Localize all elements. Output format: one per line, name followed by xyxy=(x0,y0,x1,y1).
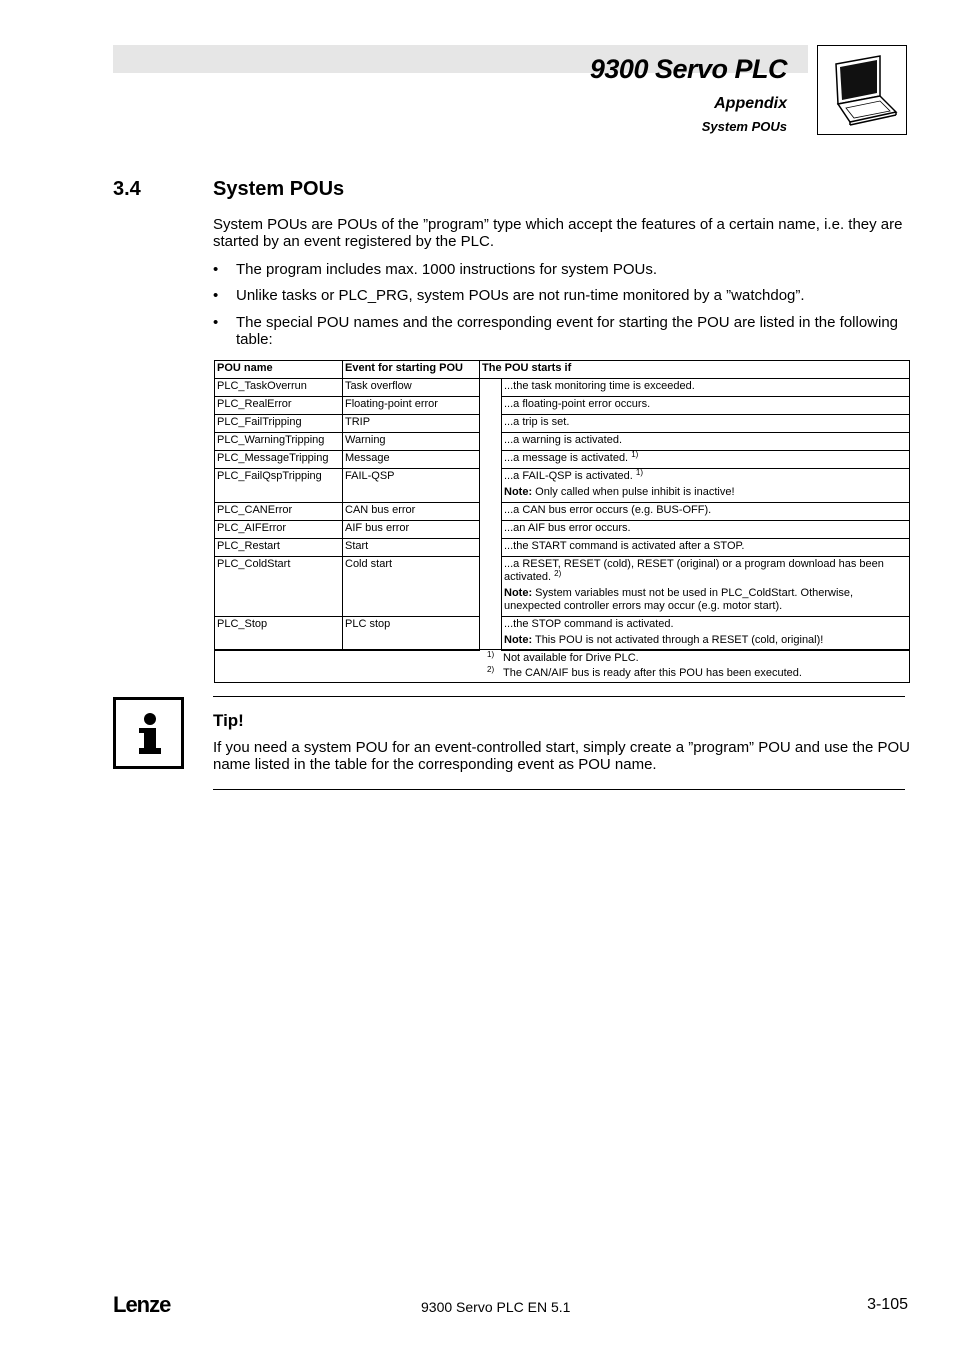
cell-starts-if xyxy=(502,379,910,397)
cell-event: CAN bus error xyxy=(343,503,480,521)
cell-pou-name: PLC_MessageTripping xyxy=(215,451,343,469)
manual-title: 9300 Servo PLC xyxy=(589,54,787,84)
cell-pou-name: PLC_TaskOverrun xyxy=(215,379,343,397)
note-text: Only called when pulse inhibit is inactive! xyxy=(535,486,735,498)
table-row xyxy=(215,433,910,451)
cell-starts-if xyxy=(502,451,910,469)
table-row xyxy=(215,557,910,617)
footnote-text: Not available for Drive PLC. xyxy=(503,652,639,664)
cell-event: Floating-point error xyxy=(343,397,480,415)
header-starts-if: The POU starts if xyxy=(480,361,910,379)
note-label: Note: xyxy=(504,486,533,498)
cell-event: Warning xyxy=(343,433,480,451)
cell-spacer xyxy=(480,451,502,469)
bullet-text: Unlike tasks or PLC_PRG, system POUs are not run-time monitored by a ”watchdog”. xyxy=(236,287,805,304)
cell-spacer xyxy=(480,617,502,651)
cell-spacer xyxy=(480,433,502,451)
note-text: System variables must not be used in PLC_ColdStart. Otherwise, unexpected controller errors may occur (e.g. motor start). xyxy=(504,587,854,612)
footnote: 1) Not available for Drive PLC. xyxy=(487,650,639,664)
bullet-dot: • xyxy=(213,287,219,304)
starts-text: ...a FAIL-QSP is activated. xyxy=(504,470,633,482)
table-row xyxy=(215,503,910,521)
cell-spacer xyxy=(480,503,502,521)
note-label: Note: xyxy=(504,634,533,646)
footnote-ref: 2) xyxy=(554,569,562,578)
laptop-icon xyxy=(817,45,907,135)
document-id: 9300 Servo PLC EN 5.1 xyxy=(421,1299,571,1315)
cell-pou-name: PLC_Restart xyxy=(215,539,343,557)
cell-event: PLC stop xyxy=(343,617,480,651)
cell-pou-name: PLC_CANError xyxy=(215,503,343,521)
table-row xyxy=(215,415,910,433)
cell-starts-if xyxy=(502,539,910,557)
cell-spacer xyxy=(480,379,502,397)
starts-text: ...a trip is set. xyxy=(504,416,570,428)
chapter-title: Appendix xyxy=(714,95,787,112)
cell-starts-if xyxy=(502,415,910,433)
table-row xyxy=(215,521,910,539)
starts-text: ...a CAN bus error occurs (e.g. BUS-OFF). xyxy=(504,504,712,516)
cell-event: Message xyxy=(343,451,480,469)
cell-spacer xyxy=(480,415,502,433)
starts-text: ...an AIF bus error occurs. xyxy=(504,522,631,534)
note-label: Note: xyxy=(504,587,533,599)
cell-pou-name: PLC_RealError xyxy=(215,397,343,415)
page-number: 3-105 xyxy=(867,1296,908,1313)
starts-text: ...a RESET, RESET (cold), RESET (original) or a program download has been activated. xyxy=(504,558,884,583)
cell-starts-if xyxy=(502,469,910,503)
table-row xyxy=(215,469,910,503)
table-row xyxy=(215,451,910,469)
tip-bottom-rule xyxy=(213,789,905,790)
cell-pou-name: PLC_FailTripping xyxy=(215,415,343,433)
starts-text: ...the task monitoring time is exceeded. xyxy=(504,380,695,392)
cell-spacer xyxy=(480,521,502,539)
starts-text: ...the STOP command is activated. xyxy=(504,618,674,630)
header-pou-name: POU name xyxy=(215,361,343,379)
footnote: 2) The CAN/AIF bus is ready after this POU has been executed. xyxy=(487,665,802,679)
cell-pou-name: PLC_WarningTripping xyxy=(215,433,343,451)
bullet-dot: • xyxy=(213,261,219,278)
cell-spacer xyxy=(480,557,502,617)
cell-event: Start xyxy=(343,539,480,557)
footnote-ref: 1) xyxy=(631,450,639,459)
cell-starts-if xyxy=(502,521,910,539)
starts-text: ...a warning is activated. xyxy=(504,434,623,446)
cell-spacer xyxy=(480,539,502,557)
bullet-text: The program includes max. 1000 instructions for system POUs. xyxy=(236,261,657,278)
intro-paragraph: System POUs are POUs of the ”program” type which accept the features of a certain name, i.e. they are started by an event registered by the PLC. xyxy=(213,216,903,250)
cell-starts-if xyxy=(502,557,910,617)
footnote-text: The CAN/AIF bus is ready after this POU has been executed. xyxy=(503,667,802,679)
header-event: Event for starting POU xyxy=(343,361,480,379)
tip-top-rule xyxy=(213,696,905,697)
cell-starts-if xyxy=(502,617,910,651)
section-number: 3.4 xyxy=(113,178,141,200)
cell-spacer xyxy=(480,469,502,503)
cell-event: AIF bus error xyxy=(343,521,480,539)
cell-event: TRIP xyxy=(343,415,480,433)
bullet-text: The special POU names and the corresponding event for starting the POU are listed in the following table: xyxy=(236,314,899,348)
cell-starts-if xyxy=(502,503,910,521)
cell-event: Cold start xyxy=(343,557,480,617)
cell-starts-if xyxy=(502,397,910,415)
cell-spacer xyxy=(480,397,502,415)
table-header-row xyxy=(215,361,910,379)
info-icon xyxy=(113,697,184,769)
cell-pou-name: PLC_FailQspTripping xyxy=(215,469,343,503)
cell-pou-name: PLC_ColdStart xyxy=(215,557,343,617)
lenze-logo: Lenze xyxy=(113,1292,171,1317)
starts-text: ...a message is activated. xyxy=(504,452,629,464)
starts-text: ...the START command is activated after a STOP. xyxy=(504,540,745,552)
tip-text: If you need a system POU for an event-controlled start, simply create a ”program” POU and use the POU name listed in the table for the corresponding event as POU name. xyxy=(213,739,910,773)
bullet-dot: • xyxy=(213,314,219,331)
section-title: System POUs xyxy=(213,178,345,200)
cell-event: FAIL-QSP xyxy=(343,469,480,503)
tip-title: Tip! xyxy=(213,711,244,730)
cell-pou-name: PLC_AIFError xyxy=(215,521,343,539)
starts-text: ...a floating-point error occurs. xyxy=(504,398,651,410)
footnote-ref: 1) xyxy=(635,468,643,477)
cell-event: Task overflow xyxy=(343,379,480,397)
table-row xyxy=(215,397,910,415)
cell-pou-name: PLC_Stop xyxy=(215,617,343,651)
note-text: This POU is not activated through a RESET (cold, original)! xyxy=(534,634,824,646)
cell-starts-if xyxy=(502,433,910,451)
table-row xyxy=(215,617,910,651)
section-caption: System POUs xyxy=(701,119,787,134)
table-row xyxy=(215,539,910,557)
system-pou-table xyxy=(214,360,910,651)
table-row xyxy=(215,379,910,397)
